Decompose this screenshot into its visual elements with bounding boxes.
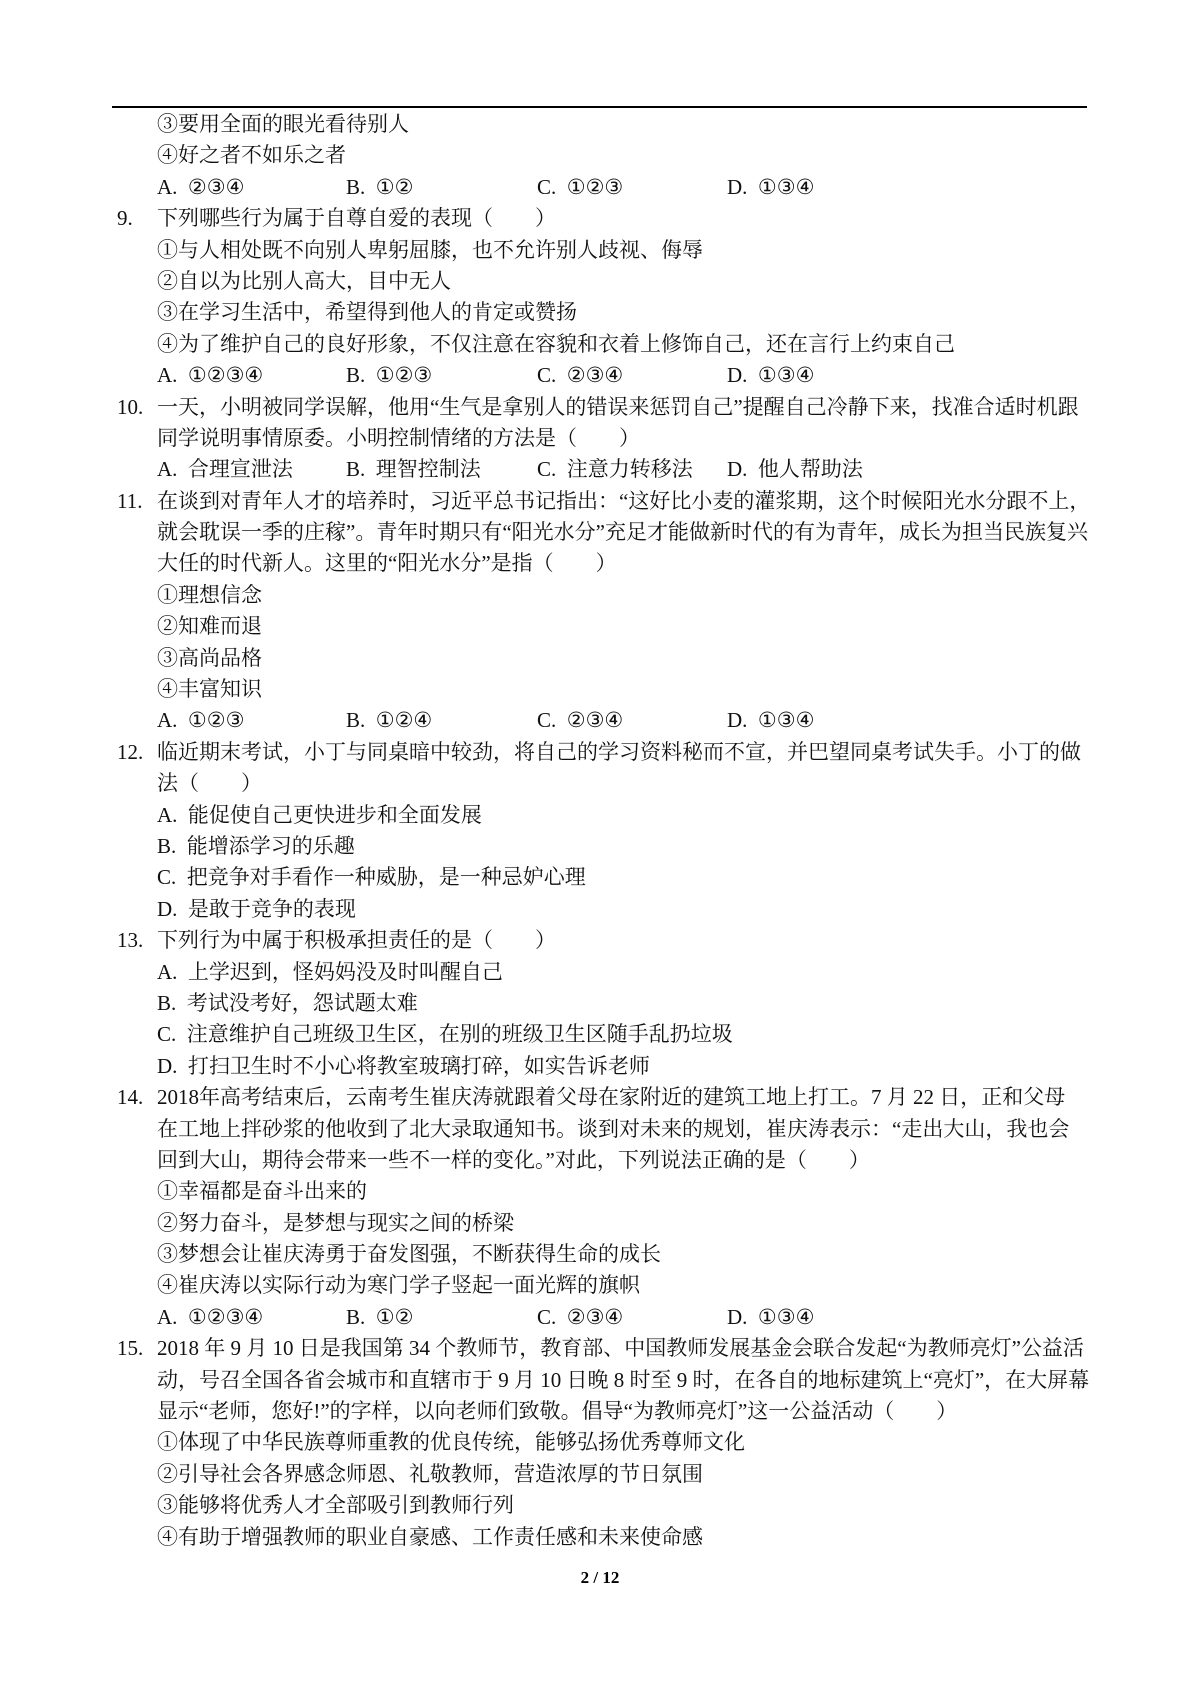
option-b <box>346 705 432 736</box>
option-c <box>537 705 623 736</box>
question-number: 13. <box>117 928 144 953</box>
option-label: C. <box>157 865 177 890</box>
option-a <box>157 454 293 485</box>
option-text: ②③④ <box>566 708 624 733</box>
option-row <box>0 360 1200 391</box>
option-b <box>346 454 481 485</box>
option-c <box>537 360 623 391</box>
option-label: C. <box>537 457 557 482</box>
statement-item <box>0 235 1200 266</box>
statement-text: ④有助于增强教师的职业自豪感、工作责任感和未来使命感 <box>157 1524 703 1549</box>
statement-item <box>0 580 1200 611</box>
statement-item <box>0 140 1200 171</box>
option-d <box>727 172 814 203</box>
statement-text: ④丰富知识 <box>157 677 262 702</box>
option-label: D. <box>727 174 748 199</box>
option-a <box>157 705 244 736</box>
question-13 <box>0 925 1200 1082</box>
option-text: 上学迟到，怪妈妈没及时叫醒自己 <box>187 959 503 984</box>
option-text: 注意维护自己班级卫生区，在别的班级卫生区随手乱扔垃圾 <box>186 1022 733 1047</box>
question-number: 14. <box>117 1085 144 1110</box>
stem-text: 就会耽误一季的庄稼”。青年时期只有“阳光水分”充足才能做新时代的有为青年，成长为担当民族复兴 <box>157 520 1088 545</box>
question-stem-line <box>0 517 1200 548</box>
statement-text: ④崔庆涛以实际行动为寒门学子竖起一面光辉的旗帜 <box>157 1273 640 1298</box>
stem-text: 回到大山，期待会带来一些不一样的变化。”对此，下列说法正确的是（ ） <box>157 1147 870 1172</box>
option-text: ①②③ <box>566 174 624 199</box>
option-text: 能促使自己更快进步和全面发展 <box>187 802 482 827</box>
stem-text: 在工地上拌砂浆的他收到了北大录取通知书。谈到对未来的规划，崔庆涛表示：“走出大山，我也会 <box>157 1116 1070 1141</box>
option-text: 他人帮助法 <box>757 457 863 482</box>
option-text: ①③④ <box>757 1304 815 1329</box>
question-stem-line <box>0 768 1200 799</box>
option-content <box>157 1051 650 1082</box>
question-stem-line <box>0 203 1200 234</box>
statement-text: ④为了维护自己的良好形象，不仅注意在容貌和衣着上修饰自己，还在言行上约束自己 <box>157 331 955 356</box>
page-number: 2 / 12 <box>580 1568 620 1587</box>
option-b <box>0 988 1200 1019</box>
statement-text: ①体现了中华民族尊师重教的优良传统，能够弘扬优秀尊师文化 <box>157 1430 745 1455</box>
statement-text: ③梦想会让崔庆涛勇于奋发图强，不断获得生命的成长 <box>157 1242 661 1267</box>
statement-text: ②引导社会各界感念师恩、礼敬教师，营造浓厚的节日氛围 <box>157 1461 703 1486</box>
stem-text: 下列行为中属于积极承担责任的是（ ） <box>157 928 556 953</box>
question-stem-line <box>0 392 1200 423</box>
statement-item <box>0 643 1200 674</box>
question-15 <box>0 1333 1200 1553</box>
option-a <box>157 1302 263 1333</box>
option-label: C. <box>537 174 557 199</box>
option-content <box>157 862 586 893</box>
option-label: B. <box>157 990 177 1015</box>
option-label: C. <box>537 1304 557 1329</box>
option-label: A. <box>157 959 178 984</box>
option-text: 打扫卫生时不小心将教室玻璃打碎，如实告诉老师 <box>187 1053 650 1078</box>
question-10 <box>0 392 1200 486</box>
stem-text: 下列哪些行为属于自尊自爱的表现（ ） <box>157 206 556 231</box>
stem-text: 2018 年 9 月 10 日是我国第 34 个教师节，教育部、中国教师发展基金会联合发起“为教师亮灯”公益活 <box>157 1336 1084 1361</box>
option-row <box>0 454 1200 485</box>
stem-text: 显示“老师，您好!”的字样，以向老师们致敬。倡导“为教师亮灯”这一公益活动（ ） <box>157 1399 958 1424</box>
option-text: 理智控制法 <box>375 457 481 482</box>
stem-text: 2018年高考结束后，云南考生崔庆涛就跟着父母在家附近的建筑工地上打工。7 月 22 日，正和父母 <box>157 1085 1066 1110</box>
question-11 <box>0 486 1200 737</box>
header-rule <box>112 106 1087 108</box>
statement-item <box>0 674 1200 705</box>
statement-text: ①幸福都是奋斗出来的 <box>157 1179 367 1204</box>
option-d <box>727 360 814 391</box>
question-stem-line <box>0 423 1200 454</box>
stem-text: 一天，小明被同学误解，他用“生气是拿别人的错误来惩罚自己”提醒自己冷静下来，找准合适时机跟 <box>157 394 1079 419</box>
question-number: 9. <box>117 206 133 231</box>
statement-item <box>0 1176 1200 1207</box>
stem-text: 临近期末考试，小丁与同桌暗中较劲，将自己的学习资料秘而不宣，并巴望同桌考试失手。小丁的做 <box>157 739 1081 764</box>
option-label: D. <box>727 708 748 733</box>
option-label: C. <box>537 708 557 733</box>
option-label: B. <box>346 174 366 199</box>
option-text: 注意力转移法 <box>566 457 693 482</box>
option-d <box>727 1302 814 1333</box>
option-row <box>0 705 1200 736</box>
option-d <box>0 1051 1200 1082</box>
option-content <box>157 894 356 925</box>
question-stem-line <box>0 486 1200 517</box>
option-label: A. <box>157 1304 178 1329</box>
option-label: D. <box>727 1304 748 1329</box>
option-label: B. <box>346 457 366 482</box>
question-number: 11. <box>117 488 143 513</box>
option-text: 是敢于竞争的表现 <box>187 896 356 921</box>
question-12 <box>0 737 1200 925</box>
option-text: ①③④ <box>757 363 815 388</box>
option-b <box>346 1302 413 1333</box>
question-stem-line <box>0 1365 1200 1396</box>
option-text: ①② <box>375 1304 414 1329</box>
question-stem-line <box>0 1396 1200 1427</box>
option-text: ②③④ <box>187 174 245 199</box>
statement-text: ③在学习生活中，希望得到他人的肯定或赞扬 <box>157 300 577 325</box>
option-text: ①②③④ <box>187 1304 264 1329</box>
option-c <box>0 862 1200 893</box>
statement-text: ①理想信念 <box>157 582 262 607</box>
stem-text: 同学说明事情原委。小明控制情绪的方法是（ ） <box>157 425 640 450</box>
statement-item <box>0 109 1200 140</box>
option-text: ①②③ <box>375 363 433 388</box>
option-label: D. <box>157 1053 178 1078</box>
statement-item <box>0 1239 1200 1270</box>
statement-item <box>0 1427 1200 1458</box>
option-a <box>0 957 1200 988</box>
option-text: ①②③④ <box>187 363 264 388</box>
question-stem-line <box>0 1082 1200 1113</box>
option-b <box>346 172 413 203</box>
option-c <box>0 1019 1200 1050</box>
option-a <box>157 360 263 391</box>
option-content <box>157 957 503 988</box>
option-text: 考试没考好，怨试题太难 <box>186 990 418 1015</box>
option-d <box>727 705 814 736</box>
statement-item <box>0 329 1200 360</box>
option-label: B. <box>346 363 366 388</box>
question-number: 12. <box>117 739 144 764</box>
question-number: 10. <box>117 394 144 419</box>
stem-text: 法（ ） <box>157 771 262 796</box>
statement-text: ①与人相处既不向别人卑躬屈膝，也不允许别人歧视、侮辱 <box>157 237 703 262</box>
statement-item <box>0 1208 1200 1239</box>
option-label: D. <box>157 896 178 921</box>
stem-text: 动，号召全国各省会城市和直辖市于 9 月 10 日晚 8 时至 9 时，在各自的地标建筑上“亮灯”，在大屏幕 <box>157 1367 1090 1392</box>
option-d <box>0 894 1200 925</box>
option-label: A. <box>157 802 178 827</box>
statement-text: ④好之者不如乐之者 <box>157 143 346 168</box>
stem-text: 大任的时代新人。这里的“阳光水分”是指（ ） <box>157 551 617 576</box>
option-label: C. <box>157 1022 177 1047</box>
option-text: ①③④ <box>757 174 815 199</box>
option-content <box>157 988 418 1019</box>
option-row <box>0 1302 1200 1333</box>
stem-text: 在谈到对青年人才的培养时，习近平总书记指出：“这好比小麦的灌浆期，这个时候阳光水分跟不上， <box>157 488 1091 513</box>
statement-item <box>0 1270 1200 1301</box>
option-b <box>0 831 1200 862</box>
option-text: ①② <box>375 174 414 199</box>
statement-text: ③高尚品格 <box>157 645 262 670</box>
question-8-continuation <box>0 109 1200 203</box>
question-number: 15. <box>117 1336 144 1361</box>
option-label: A. <box>157 457 178 482</box>
option-text: ①③④ <box>757 708 815 733</box>
statement-item <box>0 1459 1200 1490</box>
statement-item <box>0 297 1200 328</box>
option-label: D. <box>727 457 748 482</box>
statement-text: ②知难而退 <box>157 614 262 639</box>
option-text: 合理宣泄法 <box>187 457 293 482</box>
option-c <box>537 172 623 203</box>
option-b <box>346 360 432 391</box>
option-text: ②③④ <box>566 1304 624 1329</box>
question-14 <box>0 1082 1200 1333</box>
option-label: B. <box>157 833 177 858</box>
option-content <box>157 800 482 831</box>
statement-item <box>0 1522 1200 1553</box>
question-stem-line <box>0 1145 1200 1176</box>
option-a <box>157 172 244 203</box>
question-stem-line <box>0 1114 1200 1145</box>
option-text: 能增添学习的乐趣 <box>186 833 355 858</box>
question-stem-line <box>0 925 1200 956</box>
statement-item <box>0 611 1200 642</box>
option-c <box>537 454 693 485</box>
question-stem-line <box>0 1333 1200 1364</box>
option-text: ②③④ <box>566 363 624 388</box>
option-label: A. <box>157 363 178 388</box>
question-stem-line <box>0 548 1200 579</box>
statement-item <box>0 266 1200 297</box>
statement-text: ②努力奋斗，是梦想与现实之间的桥梁 <box>157 1210 514 1235</box>
option-a <box>0 800 1200 831</box>
option-d <box>727 454 863 485</box>
statement-text: ②自以为比别人高大，目中无人 <box>157 268 451 293</box>
statement-item <box>0 1490 1200 1521</box>
option-label: B. <box>346 708 366 733</box>
statement-text: ③能够将优秀人才全部吸引到教师行列 <box>157 1493 514 1518</box>
page-content <box>0 109 1200 1553</box>
statement-text: ③要用全面的眼光看待别人 <box>157 112 409 136</box>
option-text: 把竞争对手看作一种威胁，是一种忌妒心理 <box>186 865 586 890</box>
option-label: D. <box>727 363 748 388</box>
option-content <box>157 1019 733 1050</box>
option-label: A. <box>157 174 178 199</box>
option-text: ①②④ <box>375 708 433 733</box>
option-label: A. <box>157 708 178 733</box>
option-text: ①②③ <box>187 708 245 733</box>
question-9 <box>0 203 1200 391</box>
option-label: B. <box>346 1304 366 1329</box>
option-content <box>157 831 355 862</box>
option-c <box>537 1302 623 1333</box>
question-stem-line <box>0 737 1200 768</box>
option-label: C. <box>537 363 557 388</box>
option-row <box>0 172 1200 203</box>
